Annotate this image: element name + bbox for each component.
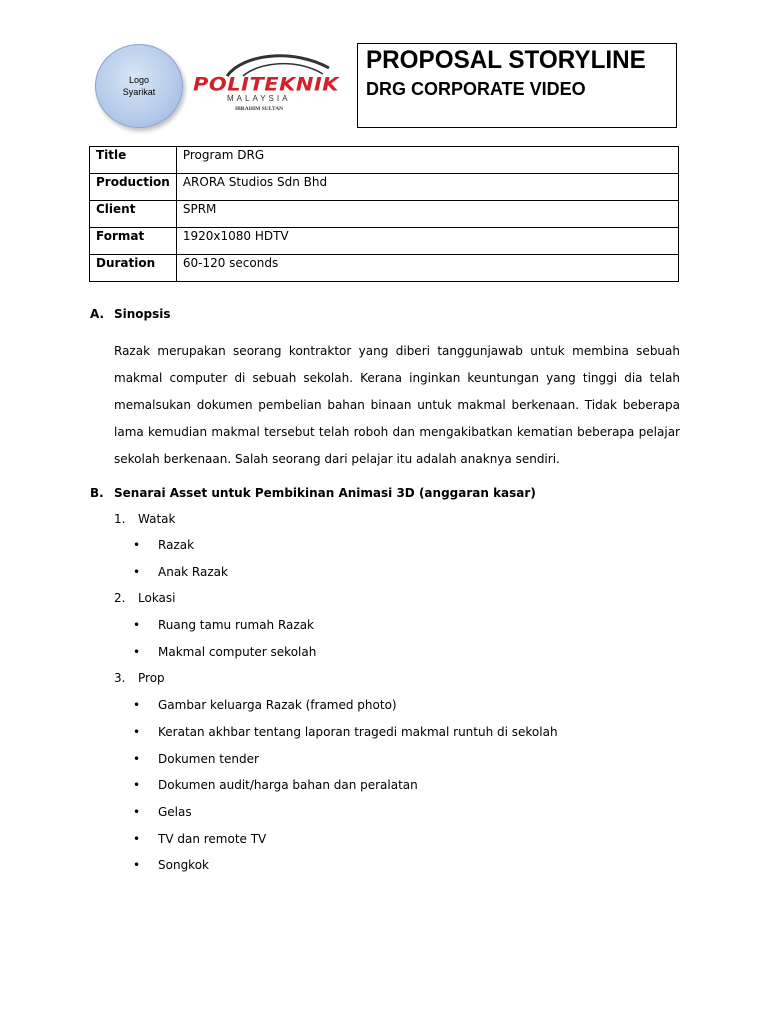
bullet-icon: • [133,538,141,552]
bullet-icon: • [133,858,141,872]
section-label: A. [90,307,105,321]
row-key: Format [90,228,177,255]
row-value: 60-120 seconds [176,255,678,282]
list-item [133,725,558,739]
section-a-heading [90,307,171,321]
row-value: Program DRG [176,147,678,174]
list-item-text: Songkok [158,858,209,872]
row-value: SPRM [176,201,678,228]
list-item-text: Gambar keluarga Razak (framed photo) [158,698,397,712]
logo-line1: Logo [128,75,150,85]
list-item [133,618,314,632]
bullet-icon: • [133,698,141,712]
list-heading-watak [114,512,175,526]
bullet-icon: • [133,725,141,739]
row-key: Client [90,201,177,228]
list-item [133,778,418,792]
page-subtitle: DRG CORPORATE VIDEO [366,79,586,99]
list-number: 3. [114,671,126,685]
page-title: PROPOSAL STORYLINE [366,46,646,74]
logo-line2: Syarikat [122,87,156,97]
table-row [90,228,679,255]
list-item [133,645,316,659]
list-number: 1. [114,512,126,526]
list-item-text: Gelas [158,805,192,819]
info-table [89,146,679,282]
politeknik-wordmark: POLITEKNIK [193,73,340,95]
list-item-text: Dokumen tender [158,752,259,766]
list-heading: Lokasi [138,591,176,605]
list-item [133,698,397,712]
politeknik-country: MALAYSIA [227,94,291,103]
list-heading: Prop [138,671,165,685]
bullet-icon: • [133,618,141,632]
bullet-icon: • [133,752,141,766]
list-item [133,805,192,819]
bullet-icon: • [133,805,141,819]
list-heading-prop [114,671,165,685]
list-item [133,752,259,766]
bullet-icon: • [133,778,141,792]
bullet-icon: • [133,832,141,846]
synopsis-paragraph: Razak merupakan seorang kontraktor yang diberi tanggunjawab untuk membina sebuah makmal computer di sebuah sekolah. Kerana inginkan keuntungan yang tinggi dia telah memalsukan dokumen pembelian bahan binaan untuk makmal berkenaan. Tidak beberapa lama kemudian makmal tersebut telah roboh dan mengakibatkan kematian beberapa pelajar sekolah berkenaan. Salah seorang dari pelajar itu adalah anaknya sendiri. [114,344,680,466]
list-item [133,565,228,579]
list-item [133,832,266,846]
table-row [90,174,679,201]
row-key: Title [90,147,177,174]
list-item [133,858,209,872]
list-item-text: Razak [158,538,195,552]
table-row [90,255,679,282]
list-item-text: Anak Razak [158,565,228,579]
politeknik-logo [193,50,338,112]
list-item-text: TV dan remote TV [158,832,267,846]
list-number: 2. [114,591,126,605]
section-b-heading [90,486,536,500]
section-label: B. [90,486,104,500]
bullet-icon: • [133,645,141,659]
row-key: Production [90,174,177,201]
list-heading: Watak [138,512,176,526]
row-value: 1920x1080 HDTV [176,228,678,255]
company-logo-placeholder [95,44,183,128]
list-item-text: Ruang tamu rumah Razak [158,618,314,632]
title-box [357,43,677,128]
table-row [90,147,679,174]
section-title: Sinopsis [114,307,171,321]
section-title: Senarai Asset untuk Pembikinan Animasi 3D (anggaran kasar) [114,486,536,500]
bullet-icon: • [133,565,141,579]
table-row [90,201,679,228]
list-heading-lokasi [114,591,176,605]
list-item-text: Makmal computer sekolah [158,645,317,659]
politeknik-campus: IBRAHIM SULTAN [235,106,284,112]
list-item-text: Keratan akhbar tentang laporan tragedi makmal runtuh di sekolah [158,725,558,739]
list-item [133,538,194,552]
row-value: ARORA Studios Sdn Bhd [176,174,678,201]
list-item-text: Dokumen audit/harga bahan dan peralatan [158,778,418,792]
row-key: Duration [90,255,177,282]
